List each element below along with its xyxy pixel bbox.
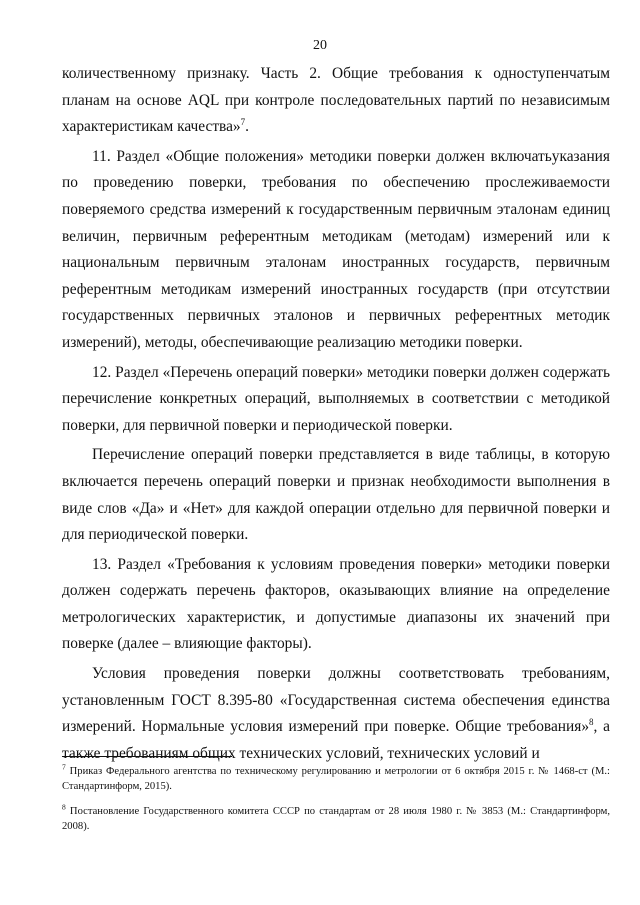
paragraph-tail: .: [245, 118, 249, 136]
paragraph-text: количественному признаку. Часть 2. Общие требования к одноступенчатым планам на основе AQL при контроле последовательных партий по независимым характеристикам качества»: [62, 65, 610, 136]
footnote-8: [62, 804, 610, 834]
paragraph-item-13: 13. Раздел «Требования к условиям проведения поверки» методики поверки должен содержать перечень факторов, оказывающих влияние на определение метрологических характеристик, и допустимые диапазоны их значений при поверке (далее – влияющие факторы).: [62, 555, 610, 653]
paragraph-text: Условия проведения поверки должны соответствовать требованиям, установленным ГОСТ 8.395-80 «Государственная система обеспечения единства измерений. Нормальные условия измерений при поверке. Общие требования»: [62, 665, 610, 736]
paragraph-item-11: 11. Раздел «Общие положения» методики поверки должен включатьуказания по проведению поверки, требования по обеспечению прослеживаемости поверяемого средства измерений к государственным первичным эталонам единиц величин, первичным референтным методикам (методам) измерений или к национальным первичным эталонам иностранных государств, первичным референтным методикам измерений иностранных государств (при отсутствии государственных первичных эталонов и первичных референтных методик измерений), методы, обеспечивающие реализацию методики поверки.: [62, 147, 610, 351]
footnote-text: Приказ Федерального агентства по техническому регулированию и метрологии от 6 октября 2015 г. № 1468-ст (М.: Стандартинформ, 2015).: [62, 766, 610, 792]
paragraph-item-12: 12. Раздел «Перечень операций поверки» методики поверки должен содержать перечисление конкретных операций, выполняемых в соответствии с методикой поверки, для первичной поверки и периодической поверки.: [62, 363, 610, 434]
paragraph-tail: , а также требованиям общих технических условий, технических условий и: [62, 718, 610, 762]
paragraph-conditions: [62, 661, 610, 767]
paragraph-continuation: [62, 61, 610, 141]
document-body: [62, 61, 610, 770]
footnote-7: [62, 764, 610, 794]
footnote-divider: [62, 756, 232, 757]
footnote-ref-7[interactable]: 7: [240, 117, 246, 128]
footnote-mark: 8: [62, 802, 66, 812]
footnote-text: Постановление Государственного комитета СССР по стандартам от 28 июля 1980 г. № 3853 (М.: Стандартинформ, 2008).: [62, 806, 611, 832]
page-number: 20: [313, 38, 327, 53]
footnote-mark: 7: [62, 762, 66, 772]
paragraph-operations-table: Перечисление операций поверки представляется в виде таблицы, в которую включается перечень операций поверки и признак необходимости выполнения в виде слов «Да» и «Нет» для каждой операции отдельно для первичной поверки и для периодической поверки.: [62, 446, 610, 544]
footnotes: [62, 764, 610, 844]
footnote-ref-8[interactable]: 8: [589, 717, 594, 728]
